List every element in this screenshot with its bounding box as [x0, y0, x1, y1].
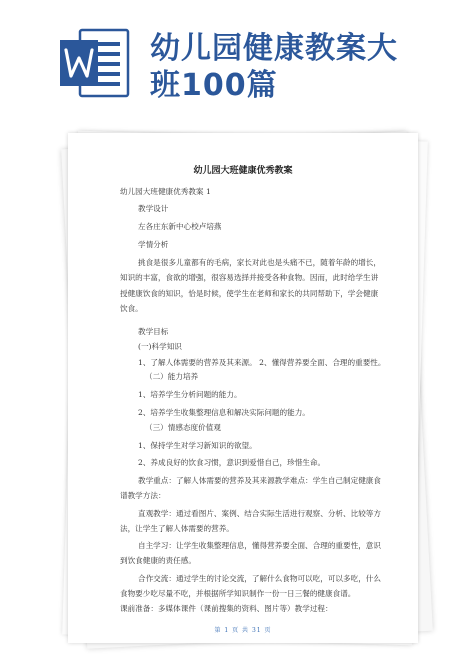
doc-line: 幼儿园大班健康优秀教案 1: [120, 187, 211, 196]
doc-line: （三）情感态度价值观: [145, 423, 221, 432]
doc-line: 1、了解人体需要的营养及其来源。 2、懂得营养要全面、合理的重要性。: [138, 358, 386, 367]
doc-line: 自主学习：让学生收集整理信息，懂得营养要全面、合理的重要性，意识: [138, 541, 381, 550]
doc-line: 知识的丰富，食欲的增强，很容易选择并接受各种食物。因而，此时给学生讲: [120, 273, 379, 282]
doc-line: 2、养成良好的饮食习惯，意识到爱惜自己，珍惜生命。: [138, 458, 326, 467]
document-page: [68, 133, 418, 643]
doc-line: (一)科学知识: [138, 342, 182, 351]
doc-line: 授健康饮食的知识，恰是时候，使学生在老师和家长的共同帮助下，学会健康: [120, 289, 379, 298]
doc-line: 法，让学生了解人体需要的营养。: [120, 524, 234, 533]
doc-line: 2、培养学生收集整理信息和解决实际问题的能力。: [138, 408, 310, 417]
doc-line: 1、培养学生分析问题的能力。: [138, 390, 242, 399]
doc-line: 挑食是很多儿童都有的毛病，家长对此也是头痛不已，随着年龄的增长，: [138, 258, 381, 267]
banner-title-line-1: 幼儿园健康教案大: [150, 31, 398, 66]
doc-line: 1、保持学生对学习新知识的欲望。: [138, 441, 257, 450]
doc-line: （二）能力培养: [145, 372, 199, 381]
doc-line: 学情分析: [138, 240, 169, 249]
banner-title-line-2: 班100篇: [150, 68, 278, 103]
banner-title: [150, 30, 450, 104]
doc-line: 食物要少吃尽量不吃，并根据所学知识制作一份一日三餐的健康食谱。: [120, 589, 356, 598]
doc-line: 左各庄东新中心校卢培燕: [138, 222, 222, 231]
doc-line: 合作交流：通过学生的讨论交流，了解什么食物可以吃，可以多吃，什么: [138, 574, 381, 583]
doc-line: 课前准备：多媒体课件（课前搜集的资料、图片等）教学过程：: [120, 604, 333, 613]
doc-line: 教学重点：了解人体需要的营养及其来源教学难点：学生自己制定健康食: [138, 476, 381, 485]
doc-line: 教学设计: [138, 204, 169, 213]
doc-line: 到饮食健康的责任感。: [120, 556, 196, 565]
doc-line: 直观教学：通过看图片、案例、结合实际生活进行观察、分析、比较等方: [138, 509, 381, 518]
doc-line: 饮食。: [120, 304, 143, 313]
document-title: 幼儿园大班健康优秀教案: [193, 166, 293, 176]
word-document-icon: [58, 28, 130, 98]
page-indicator: 第 1 页 共 31 页: [214, 627, 272, 634]
banner: [0, 0, 474, 118]
doc-line: 谱教学方法：: [120, 491, 166, 500]
doc-line: 教学目标: [138, 327, 169, 336]
